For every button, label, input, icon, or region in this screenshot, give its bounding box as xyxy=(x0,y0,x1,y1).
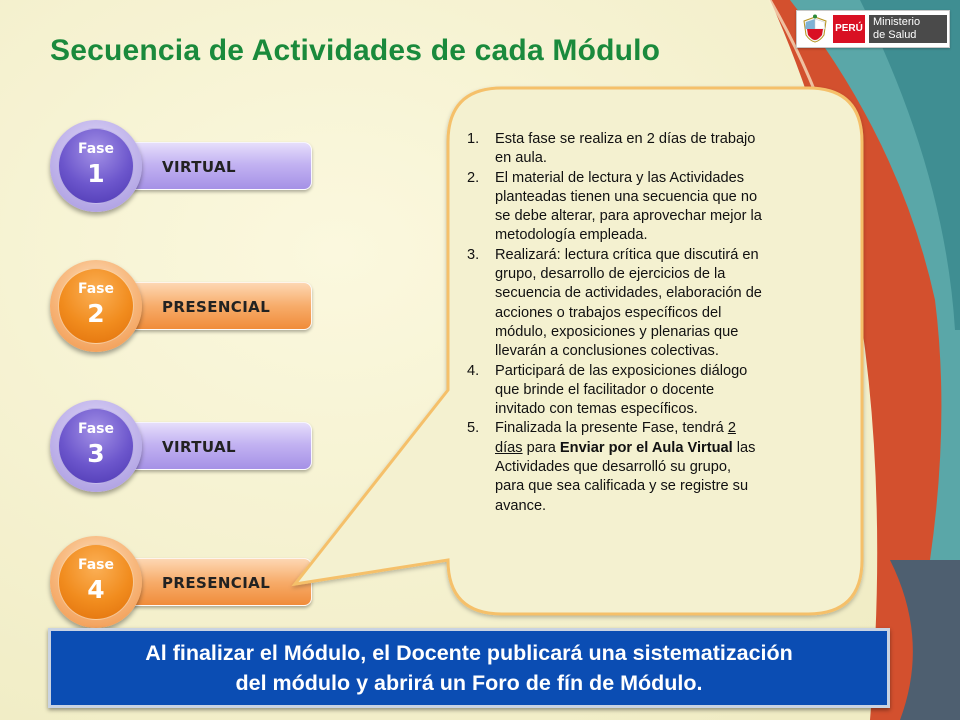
callout-item-1 xyxy=(462,130,844,169)
callout-item-5-text: para que sea calificada y se registre su xyxy=(495,478,749,495)
callout-item-4-line: Participará de las exposiciones diálogo xyxy=(495,362,748,379)
callout-list xyxy=(462,130,844,516)
phase-4-fase-text: Fase xyxy=(77,557,115,573)
conclusion-banner-line2: del módulo y abrirá un Foro de fín de Módulo. xyxy=(235,671,703,695)
phase-4-number: 4 xyxy=(87,575,105,604)
callout-item-3-line: Realizará: lectura crítica que discutirá en xyxy=(495,246,759,263)
callout-item-5-number: 5. xyxy=(467,420,480,437)
conclusion-banner xyxy=(48,628,890,708)
callout-item-3-line: módulo, exposiciones y plenarias que xyxy=(495,323,739,340)
callout-item-3-number: 3. xyxy=(467,246,480,263)
callout-item-4-line: invitado con temas específicos. xyxy=(495,401,698,418)
callout-item-5-text: para xyxy=(522,439,560,456)
callout-item-3-line: acciones o trabajos específicos del xyxy=(495,304,722,321)
callout-item-3-line: secuencia de actividades, elaboración de xyxy=(495,285,762,302)
phase-3-fase-text: Fase xyxy=(77,421,115,437)
callout-item-2-line: planteadas tienen una secuencia que no xyxy=(495,188,758,205)
callout-item-5-text: Finalizada la presente Fase, tendrá xyxy=(495,420,728,437)
conclusion-banner-line1: Al finalizar el Módulo, el Docente publicará una sistematización xyxy=(145,641,793,665)
phase-2-fase-text: Fase xyxy=(77,281,115,297)
callout-item-5-emphasis: Enviar por el Aula Virtual xyxy=(559,439,733,456)
callout-item-5-text: Actividades que desarrolló su grupo, xyxy=(495,459,732,476)
callout-item-4-number: 4. xyxy=(467,362,480,379)
callout-item-5-days-word: días xyxy=(495,439,523,456)
callout-item-5-text: las xyxy=(732,439,756,456)
callout-item-5-text: avance. xyxy=(495,497,547,514)
peru-label: PERÚ xyxy=(833,15,865,43)
phase-1-number: 1 xyxy=(87,159,105,188)
phase-2-number: 2 xyxy=(87,299,105,328)
callout-item-1-number: 1. xyxy=(467,131,480,147)
callout-item-5-days-number: 2 xyxy=(727,420,736,437)
callout-item-3 xyxy=(462,246,844,362)
phase-1-fase-text: Fase xyxy=(77,141,115,157)
phase-2-label: PRESENCIAL xyxy=(162,298,271,316)
callout-item-4-line: que brinde el facilitador o docente xyxy=(495,381,715,398)
slide-title: Secuencia de Actividades de cada Módulo xyxy=(50,34,661,67)
callout-item-2-line: El material de lectura y las Actividades xyxy=(495,169,745,186)
callout-item-2-line: metodología empleada. xyxy=(495,227,648,244)
callout-item-1-line: Esta fase se realiza en 2 días de trabajo xyxy=(495,131,756,147)
callout-item-1-line: en aula. xyxy=(495,150,547,167)
callout-item-3-line: llevarán a conclusiones colectivas. xyxy=(495,343,719,360)
callout-item-2 xyxy=(462,169,844,246)
phase-4-label: PRESENCIAL xyxy=(162,574,271,592)
callout-item-3-line: grupo, desarrollo de ejercicios de la xyxy=(495,266,726,283)
ministry-name-line1: Ministerio xyxy=(873,16,921,28)
phase-3-number: 3 xyxy=(87,439,105,468)
callout-item-5 xyxy=(462,419,844,515)
phase-3-label: VIRTUAL xyxy=(162,438,236,456)
callout-item-4 xyxy=(462,362,844,420)
ministry-name-line2: de Salud xyxy=(873,29,917,41)
callout-item-2-line: se debe alterar, para aprovechar mejor la xyxy=(495,208,762,225)
callout-item-2-number: 2. xyxy=(467,169,480,186)
phase-1-label: VIRTUAL xyxy=(162,158,236,176)
